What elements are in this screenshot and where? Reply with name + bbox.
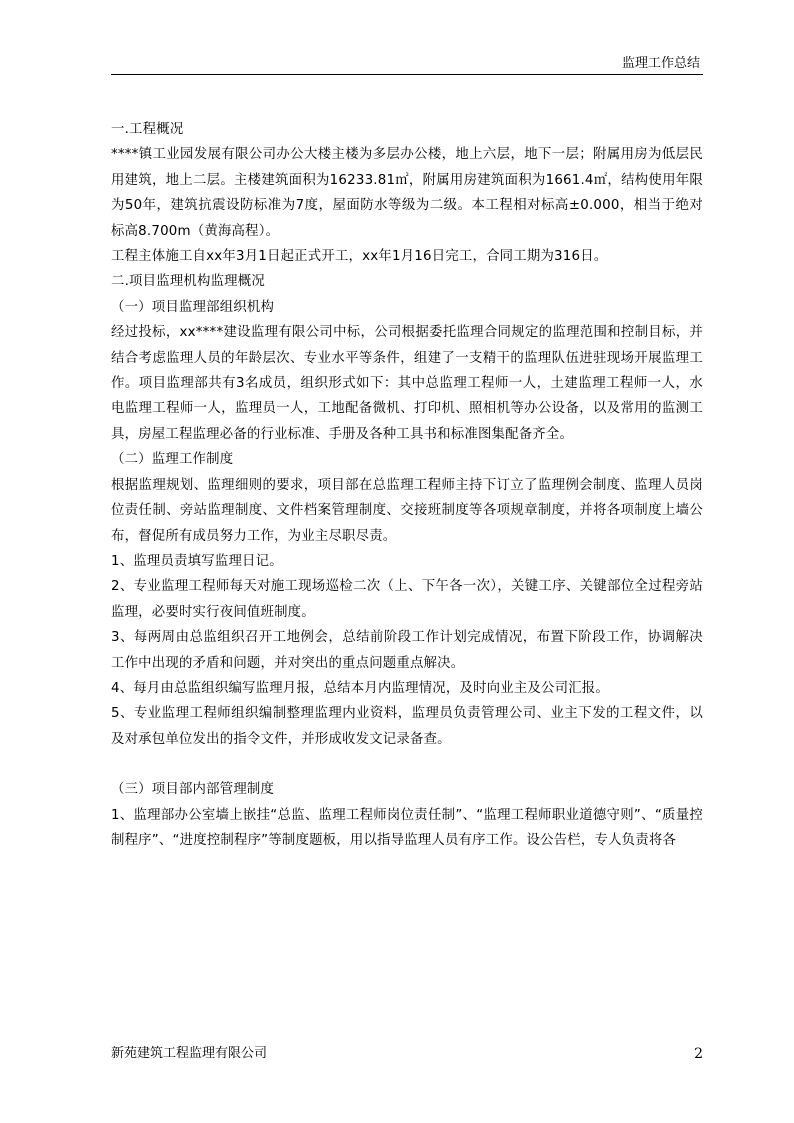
- paragraph-organization: 经过投标，xx****建设监理有限公司中标，公司根据委托监理合同规定的监理范围和控制目标，并结合考虑监理人员的年龄层次、专业水平等条件，组建了一支精干的监理队伍进驻现场开展监理工作。项目监理部共有3名成员，组织形式如下：其中总监理工程师一人，土建监理工程师一人，水电监理工程师一人，监理员一人，工地配备微机、打印机、照相机等办公设备，以及常用的监测工具，房屋工程监理必备的行业标准、手册及各种工具书和标准图集配备齐全。: [111, 325, 703, 442]
- paragraph-internal-management: 1、监理部办公室墙上嵌挂“总监、监理工程师岗位责任制”、“监理工程师职业道德守则”、“质量控制程序”、“进度控制程序”等制度题板，用以指导监理人员有序工作。设公告栏，专人负责将各: [111, 807, 703, 848]
- subsection-heading-organization: （一）项目监理部组织机构: [111, 299, 275, 315]
- document-body: [111, 117, 703, 853]
- list-item-4: 4、每月由总监组织编写监理月报，总结本月内监理情况，及时向业主及公司汇报。: [111, 680, 609, 696]
- paragraph-project-description: ****镇工业园发展有限公司办公大楼主楼为多层办公楼，地上六层，地下一层；附属用房为低层民用建筑，地上二层。主楼建筑面积为16233.81㎡，附属用房建筑面积为1661.4㎡，结构使用年限为50年，建筑抗震设防标准为7度，屋面防水等级为二级。本工程相对标高±0.000，相当于绝对标高8.700m（黄海高程）。: [111, 147, 703, 239]
- paragraph-work-system: 根据监理规划、监理细则的要求，项目部在总监理工程师主持下订立了监理例会制度、监理人员岗位责任制、旁站监理制度、文件档案管理制度、交接班制度等各项规章制度，并将各项制度上墙公布，督促所有成员努力工作，为业主尽职尽责。: [111, 477, 703, 544]
- running-header-title: 监理工作总结: [621, 56, 700, 71]
- list-item-2: 2、专业监理工程师每天对施工现场巡检二次（上、下午各一次），关键工序、关键部位全过程旁站监理，必要时实行夜间值班制度。: [111, 579, 703, 620]
- blank-line: [111, 752, 703, 777]
- footer-company-name: 新苑建筑工程监理有限公司: [111, 1046, 268, 1061]
- page-number: 2: [694, 1046, 703, 1062]
- list-item-3: 3、每两周由总监组织召开工地例会，总结前阶段工作计划完成情况，布置下阶段工作，协调解决工作中出现的矛盾和问题，并对突出的重点问题重点解决。: [111, 630, 703, 671]
- list-item-1: 1、监理员责填写监理日记。: [111, 553, 283, 569]
- section-heading-supervision: 二.项目监理机构监理概况: [111, 274, 265, 290]
- header-rule: [111, 74, 703, 75]
- paragraph-schedule: 工程主体施工自xx年3月1日起正式开工，xx年1月16日完工，合同工期为316日。: [111, 249, 608, 265]
- section-heading-overview: 一.工程概况: [111, 122, 184, 137]
- subsection-heading-work-system: （二）监理工作制度: [111, 452, 234, 468]
- list-item-5: 5、专业监理工程师组织编制整理监理内业资料，监理员负责管理公司、业主下发的工程文件，以及对承包单位发出的指令文件，并形成收发文记录备查。: [111, 706, 703, 747]
- subsection-heading-internal-management: （三）项目部内部管理制度: [111, 782, 275, 798]
